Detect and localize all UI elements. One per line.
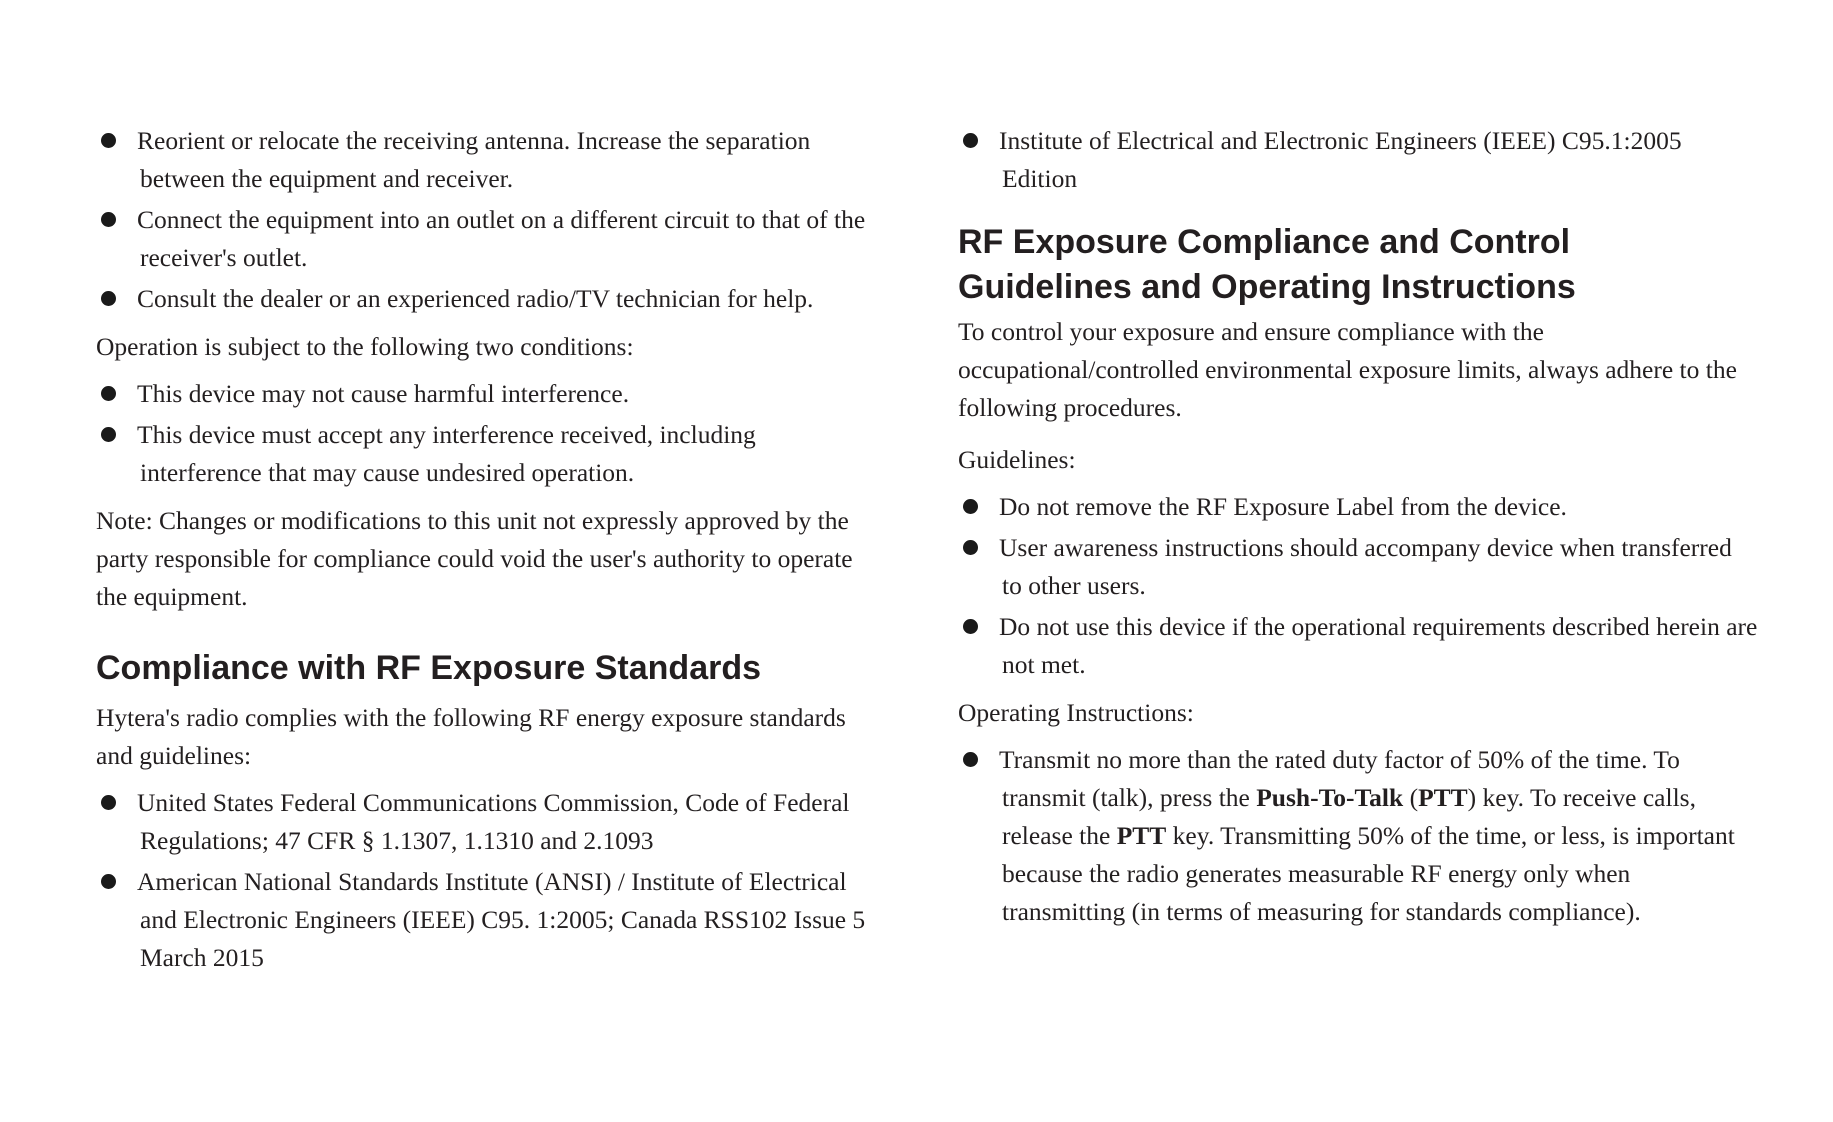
bullet-icon bbox=[101, 795, 116, 810]
bullet-icon bbox=[963, 540, 978, 555]
guidelines-label: Guidelines: bbox=[958, 445, 1076, 474]
operating-instructions-label: Operating Instructions: bbox=[958, 698, 1194, 727]
text-run: ) key. To receive calls, release the bbox=[1002, 783, 1696, 850]
list-item-text: Do not use this device if the operational requirements described herein are not met. bbox=[999, 612, 1758, 679]
bullet-icon bbox=[101, 133, 116, 148]
guidelines-list bbox=[958, 488, 1758, 684]
bullet-icon bbox=[101, 874, 116, 889]
bullet-icon bbox=[963, 133, 978, 148]
intro-paragraph: To control your exposure and ensure compliance with the occupational/controlled environmental exposure limits, always adhere to the following procedures. bbox=[958, 317, 1737, 422]
note-paragraph: Note: Changes or modifications to this unit not expressly approved by the party responsible for compliance could void the user's authority to operate the equipment. bbox=[96, 506, 853, 611]
list-item bbox=[958, 122, 1758, 198]
text-run: ( bbox=[1403, 783, 1419, 812]
bullet-icon bbox=[101, 291, 116, 306]
list-item-text: Institute of Electrical and Electronic Engineers (IEEE) C95.1:2005 Edition bbox=[999, 126, 1682, 193]
bullet-icon bbox=[101, 427, 116, 442]
list-item bbox=[96, 784, 876, 860]
bullet-icon bbox=[963, 499, 978, 514]
list-item bbox=[96, 280, 876, 318]
list-item-text: Consult the dealer or an experienced radio/TV technician for help. bbox=[137, 284, 814, 313]
left-column bbox=[96, 122, 876, 980]
list-item bbox=[958, 741, 1758, 931]
section-heading: Compliance with RF Exposure Standards bbox=[96, 649, 762, 687]
section-heading: RF Exposure Compliance and Control Guidelines and Operating Instructions bbox=[958, 223, 1576, 306]
list-item-text: United States Federal Communications Commission, Code of Federal Regulations; 47 CFR § 1.1307, 1.1310 and 2.1093 bbox=[137, 788, 850, 855]
standards-list-continued bbox=[958, 122, 1758, 198]
list-item-text bbox=[999, 741, 1758, 931]
ptt-term: PTT bbox=[1418, 783, 1468, 812]
list-item-text: Do not remove the RF Exposure Label from the device. bbox=[999, 492, 1567, 521]
list-item-text: Reorient or relocate the receiving antenna. Increase the separation between the equipment and receiver. bbox=[137, 126, 811, 193]
list-item bbox=[958, 488, 1758, 526]
bullet-icon bbox=[963, 752, 978, 767]
list-item bbox=[96, 863, 876, 977]
list-item bbox=[96, 122, 876, 198]
ptt-term: PTT bbox=[1116, 821, 1167, 850]
text-run: key. Transmitting 50% of the time, or less, is important because the radio generates measurable RF energy only when transmitting (in terms of measuring for standards compliance). bbox=[1002, 821, 1735, 926]
list-item bbox=[958, 608, 1758, 684]
text-run: Transmit no more than the rated duty factor of 50% of the time. To transmit (talk), press the bbox=[999, 745, 1680, 812]
list-item bbox=[96, 201, 876, 277]
conditions-list bbox=[96, 375, 876, 492]
standards-intro: Hytera's radio complies with the following RF energy exposure standards and guidelines: bbox=[96, 703, 846, 770]
push-to-talk-term: Push-To-Talk bbox=[1256, 783, 1404, 812]
list-item bbox=[958, 529, 1758, 605]
bullet-icon bbox=[963, 619, 978, 634]
list-item bbox=[96, 416, 876, 492]
list-item bbox=[96, 375, 876, 413]
list-item-text: American National Standards Institute (ANSI) / Institute of Electrical and Electronic Engineers (IEEE) C95. 1:2005; Canada RSS102 Issue 5 March 2015 bbox=[137, 867, 866, 972]
bullet-icon bbox=[101, 386, 116, 401]
list-item-text: User awareness instructions should accompany device when transferred to other users. bbox=[999, 533, 1732, 600]
right-column bbox=[958, 122, 1758, 934]
list-item-text: This device must accept any interference received, including interference that may cause undesired operation. bbox=[137, 420, 756, 487]
list-item-text: Connect the equipment into an outlet on a different circuit to that of the receiver's outlet. bbox=[137, 205, 866, 272]
interference-remedies-list bbox=[96, 122, 876, 318]
conditions-intro: Operation is subject to the following two conditions: bbox=[96, 332, 634, 361]
operating-instructions-list bbox=[958, 741, 1758, 931]
bullet-icon bbox=[101, 212, 116, 227]
list-item-text: This device may not cause harmful interference. bbox=[137, 379, 630, 408]
standards-list bbox=[96, 784, 876, 977]
